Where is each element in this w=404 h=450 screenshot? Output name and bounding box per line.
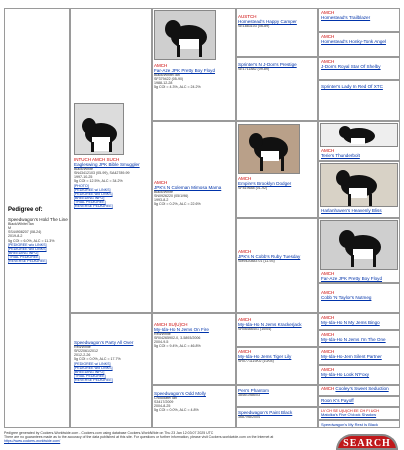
grandparent-reg: S3417/2009 (154, 400, 174, 405)
dam-dob: 2012-2-26 (74, 353, 91, 358)
ggg-name[interactable]: Homestead's Honky-Tonk Angel (321, 39, 386, 44)
subject-link-pedigree-with[interactable]: [PEDIGREE w/o LINKS] (8, 242, 47, 247)
great-grandparent-cell (236, 8, 318, 57)
ggg-cell (318, 80, 400, 121)
grandparent-coi: 5g COI = 4.3%, ALC = 24.2% (154, 85, 201, 90)
subject-reg: SS44908207 (08-24) (8, 230, 42, 235)
ggg-name[interactable]: Matolka's Five O'clock Shadow (321, 412, 377, 417)
ggg-photo[interactable] (320, 123, 398, 147)
ggg-name[interactable]: Terie's Thunderbolt (321, 153, 360, 158)
great-grandparent-reg: SE1711882 (09-89) (238, 67, 270, 72)
dam-link-breeding[interactable]: [BREEDING INFO] (74, 369, 105, 374)
ggg-cell (318, 8, 400, 32)
grandparent-name[interactable]: JPK's N Coleman Mimosa Mama (154, 185, 222, 190)
ggg-name[interactable]: Cooley's Sweet Seduction (335, 386, 389, 391)
ggg-cell (318, 365, 400, 385)
sire-link-pedigree-without[interactable]: [PEDIGREE w/o LINKS] (74, 191, 113, 196)
ggg-name[interactable]: My-Ida-Ho Look N'Foxy (321, 372, 370, 377)
great-grandparent-reg: SR06466401 (10/04) (238, 327, 272, 332)
grandparent-photo[interactable] (154, 10, 216, 60)
dam-reg: SR22061/2012 (74, 349, 98, 354)
ggg-cell (318, 313, 400, 330)
ggg-cell (318, 347, 400, 365)
grandparent-cell (152, 313, 236, 385)
sire-dob: 1997-10-25 (74, 175, 93, 180)
grandparent-title: AMCH (154, 63, 168, 68)
grandparent-reg: SF379422 (05-90) (154, 77, 184, 82)
ggg-name[interactable]: Roon K's Payoff (321, 398, 354, 403)
great-grandparent-title: AUSTCH (238, 14, 257, 19)
subject-link-trial[interactable]: [TRIAL PEDIGREE] (8, 254, 40, 259)
ggg-cell (318, 385, 400, 396)
dam-link-reverse[interactable]: [REVERSE PEDIGREE] (74, 377, 113, 382)
great-grandparent-title: AMCH (238, 249, 252, 254)
ggg-title: AMCH (321, 290, 335, 295)
subject-name: Speedwagon's Hold The Line (8, 217, 68, 222)
grandparent-name[interactable]: My-Ida-Ho N Jems On Fire (154, 327, 209, 332)
sire-coi: 5g COI = 12.5%, ALC = 34.2% (74, 179, 123, 184)
grandparent-cell (152, 8, 236, 121)
ggg-title: AMCH (321, 34, 335, 39)
great-grandparent-name[interactable]: My-Ida-Ho Jems Tiger Lily (238, 354, 292, 359)
ggg-cell (318, 121, 400, 161)
sire-title: INTUCH AMCH SUCH (74, 157, 120, 162)
grandparent-color: Black/White/Tan (154, 73, 180, 78)
grandparent-cell (152, 121, 236, 313)
dog-photo-icon (321, 164, 398, 207)
grandparent-name[interactable]: Far-Aze JPK Pretty Boy Floyd (154, 68, 216, 73)
footer (4, 431, 330, 443)
footer-generated: Pedigree generated by Cockers-Worldwide.com - Cockers.com using database Cockers-WorldWide on Thu 23 Jan 12:03:07 2025 UTC (4, 431, 214, 435)
dam-link-pedigree-without[interactable]: [PEDIGREE w/o LINKS] (74, 365, 113, 370)
ggg-title: AMCH (321, 271, 335, 276)
ggg-name[interactable]: Homestead's Trailblazer (321, 15, 371, 20)
dam-name[interactable]: Speedwagon's Party All Over (74, 340, 134, 345)
grandparent-coi: 5g COI = 0.0%, ALC = 4.8% (154, 408, 199, 413)
ggg-cell (318, 283, 400, 313)
ggg-title: LV CH SE U(U)CH EE CH FI UCH (321, 409, 379, 413)
grandparent-color: Black/White (154, 190, 173, 195)
great-grandparent-name[interactable]: Sprinter's N J-Don's Prestige (238, 62, 297, 67)
great-grandparent-cell (236, 347, 318, 385)
dog-photo-icon (321, 221, 398, 270)
ggg-cell (318, 32, 400, 57)
grandparent-name[interactable]: Speedwagon's Odd Molly (154, 391, 206, 396)
dog-photo-icon (75, 104, 124, 155)
grandparent-dob: 1993-8-2 (154, 198, 169, 203)
grandparent-color: Chocolate/Tan (154, 396, 177, 401)
ggg-name[interactable]: Harlanhaven's Heavenly Bliss (321, 208, 382, 213)
great-grandparent-cell (236, 313, 318, 347)
dog-photo-icon (239, 125, 300, 174)
great-grandparent-title: AMCH (238, 176, 252, 181)
grandparent-reg: SN0926220 (05/1/96) (154, 194, 189, 199)
ggg-title: AMCH (321, 148, 335, 153)
sire-photo[interactable] (74, 103, 124, 155)
great-grandparent-title: AMCH (238, 349, 252, 354)
ggg-name[interactable]: Sprinter's Lady In Red Of XTC (321, 84, 383, 89)
ggg-name[interactable]: J-Don's Royal Star Of Shelby (321, 64, 381, 69)
great-grandparent-name[interactable]: Empire's Brooklyn Dodger (238, 181, 292, 186)
great-grandparent-name[interactable]: Pen's Phantom (238, 388, 270, 393)
ggg-name[interactable]: Far-Aze JPK Pretty Boy Floyd (321, 276, 383, 281)
ggg-cell (318, 407, 400, 420)
ggg-title: AMCH (321, 349, 335, 354)
ggg-cell (318, 161, 400, 218)
ggg-title: AMCH (321, 367, 335, 372)
great-grandparent-reg: 3846/1986/03 (238, 393, 260, 398)
footer-disclaimer: There are no guarantees made as to the accuracy of the data published at this site. For questions or further information, please visit Cockers-worldwide.com on the Internet at (4, 435, 274, 440)
subject-link-breeding[interactable]: [BREEDING INFO] (8, 250, 39, 255)
ggg-photo[interactable] (320, 220, 398, 270)
ggg-name[interactable]: My-Ida-Ho N My Jems Bingo (321, 320, 380, 325)
ggg-name[interactable]: My-Ida-Ho N Jems I'm The One (321, 337, 386, 342)
subject-link-pedigree-without[interactable]: [PEDIGREE w/o LINKS] (8, 246, 47, 251)
great-grandparent-reg: SR0771119/02 (10/04) (238, 359, 274, 364)
great-grandparent-cell (236, 218, 318, 313)
ggg-title: AMCH (321, 10, 335, 15)
grandparent-cell (152, 385, 236, 428)
great-grandparent-name[interactable]: My-Ida-Ho N Jems Krackerjack (238, 322, 302, 327)
ggg-name[interactable]: Cobb 'N Taylor's Nutmeg (321, 295, 372, 300)
ggg-cell (318, 396, 400, 407)
grandparent-coi: 5g COI = 0.2%, ALC = 22.6% (154, 202, 201, 207)
grandparent-dob: 1988-12-28 (154, 81, 173, 86)
sire-link-breeding[interactable]: [BREEDING INFO] (74, 195, 105, 200)
sire-color: Black/White (74, 167, 93, 172)
subject-link-reverse[interactable]: [REVERSE PEDIGREE] (8, 259, 47, 264)
grandparent-reg: SR04265902-0, 3-5893/2006 (154, 336, 201, 341)
ggg-cell (318, 420, 400, 428)
subject-coi: 5g COI = 6.0%, ALC = 11.3% (8, 238, 55, 243)
great-grandparent-name[interactable]: Speedwagon's Paint Black (238, 410, 293, 415)
sire-cell (70, 8, 152, 313)
sire-link-trial[interactable]: [TRIAL PEDIGREE] (74, 199, 106, 204)
ggg-title: AMCH (321, 386, 335, 391)
footer-site-link[interactable]: https://www.cockers-worldwide.com/ (4, 439, 61, 444)
sire-reg: SN43412103 (05-99), SA42789-99 (74, 171, 130, 176)
subject-dob: 2019-8-2 (8, 234, 23, 239)
great-grandparent-photo[interactable] (238, 124, 300, 174)
great-grandparent-cell (236, 121, 318, 218)
pedigree-heading: Pedigree of: (8, 207, 43, 213)
dog-photo-icon (155, 11, 216, 60)
subject-sex: M (8, 226, 11, 231)
great-grandparent-name[interactable]: Homestead's Happy Camper (238, 19, 297, 24)
grandparent-coi: 5g COI = 9.4%, ALC = 46.8% (154, 344, 201, 349)
subject-cell (4, 8, 70, 428)
sire-link-reverse[interactable]: [REVERSE PEDIGREE] (74, 204, 113, 209)
search-button[interactable]: SEARCH (336, 434, 398, 450)
grandparent-dob: 2004-8-25 (154, 404, 171, 409)
dam-link-pedigree-with[interactable]: [PEDIGREE w/ LINKS] (74, 361, 111, 366)
grandparent-title: AMCH SU(U)CH (154, 322, 188, 327)
grandparent-title: AMCH (154, 180, 168, 185)
ggg-title: AMCH (321, 332, 335, 337)
great-grandparent-reg: SE1883103 (06-89) (238, 24, 270, 29)
subject-color: Black/White/Tan (8, 222, 34, 227)
ggg-cell (318, 330, 400, 347)
great-grandparent-cell (236, 57, 318, 121)
ggg-title: AMCH (321, 59, 335, 64)
great-grandparent-title: AMCH (238, 317, 252, 322)
dam-coi: 5g COI = 0.0%, ALC = 17.7% (74, 357, 121, 362)
dam-cell (70, 313, 152, 428)
sire-link-photo[interactable]: [PHOTO] (74, 183, 89, 188)
ggg-cell (318, 57, 400, 80)
ggg-cell (318, 218, 400, 283)
dog-photo-icon (321, 124, 398, 147)
ggg-name[interactable]: Speedwagon's My Rest Is Black (321, 422, 379, 427)
ggg-photo[interactable] (320, 163, 398, 207)
great-grandparent-reg: SF819688 (01-92) (238, 186, 268, 191)
ggg-name[interactable]: My-Ida-Ho-Jem Silent Partner (321, 354, 382, 359)
dam-color: Red/White (74, 345, 91, 350)
sire-name[interactable]: Eagleswing JPK Bible Smuggler (74, 162, 140, 167)
great-grandparent-cell (236, 385, 318, 407)
dam-link-trial[interactable]: [TRIAL PEDIGREE] (74, 373, 106, 378)
sire-link-pedigree-with[interactable]: [PEDIGREE w/ LINKS] (74, 187, 111, 192)
ggg-title: AMCH (321, 315, 335, 320)
great-grandparent-reg: SM9420883 01 (11-93) (238, 259, 275, 264)
great-grandparent-name[interactable]: JPK's N Cobb's Ruby Tuesday (238, 254, 301, 259)
great-grandparent-cell (236, 407, 318, 428)
grandparent-dob: 2004-9-5 (154, 340, 169, 345)
great-grandparent-reg: 3687/98/2004 (238, 415, 260, 420)
grandparent-color: Red/White (154, 332, 171, 337)
